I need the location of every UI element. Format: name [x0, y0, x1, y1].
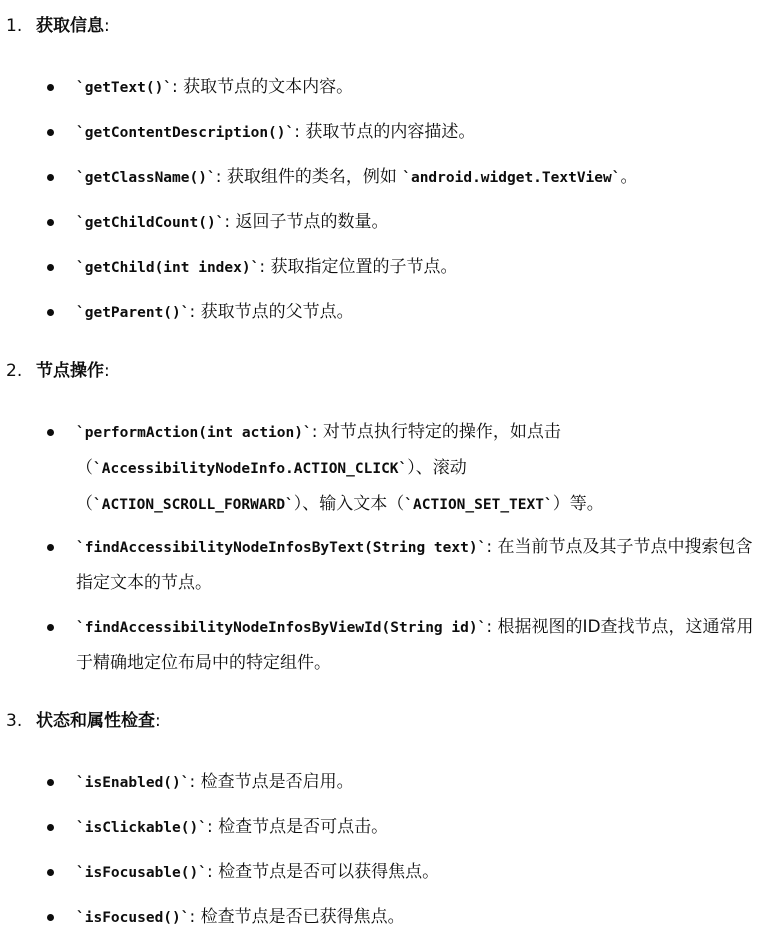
- code-method: `performAction(int action)`: [76, 425, 312, 441]
- code-method: `findAccessibilityNodeInfosByViewId(String id)`: [76, 620, 487, 636]
- list-item: [47, 115, 767, 150]
- bullet-dot: [47, 779, 54, 786]
- list-item: [47, 160, 767, 195]
- list-item: [47, 70, 767, 105]
- item-description-cont: ）、滚动: [407, 458, 467, 478]
- list-item: [47, 810, 767, 845]
- section-colon: :: [104, 16, 110, 36]
- bullet-dot: [47, 624, 54, 631]
- section-colon: :: [104, 361, 110, 381]
- bullet-dot: [47, 544, 54, 551]
- item-description: : 获取节点的父节点。: [189, 302, 354, 322]
- code-constant: `AccessibilityNodeInfo.ACTION_CLICK`: [93, 461, 408, 477]
- section-title: 节点操作: [36, 361, 104, 381]
- item-description: : 检查节点是否启用。: [189, 772, 354, 792]
- item-description: : 获取节点的内容描述。: [294, 122, 476, 142]
- list-item: [47, 295, 767, 330]
- bullet-dot: [47, 914, 54, 921]
- list-item: [47, 205, 767, 240]
- item-description: : 检查节点是否已获得焦点。: [189, 907, 405, 927]
- code-method: `getParent()`: [76, 305, 190, 321]
- item-description: : 根据视图的ID查找节点，这通常用于精确地定位布局中的特定组件。: [76, 617, 754, 673]
- code-method: `findAccessibilityNodeInfosByText(String text)`: [76, 540, 487, 556]
- code-class-name: `android.widget.TextView`: [402, 170, 621, 186]
- list-item: [47, 765, 767, 800]
- list-item: [47, 415, 767, 520]
- item-description: : 对节点执行特定的操作，如点击: [311, 422, 561, 442]
- section-title: 状态和属性检查: [36, 711, 155, 731]
- item-description: : 获取节点的文本内容。: [172, 77, 354, 97]
- bullet-dot: [47, 824, 54, 831]
- section-number: 1.: [6, 16, 23, 36]
- section-number: 3.: [6, 711, 23, 731]
- item-description: : 检查节点是否可以获得焦点。: [206, 862, 440, 882]
- section-number: 2.: [6, 361, 23, 381]
- code-method: `isClickable()`: [76, 820, 207, 836]
- code-method: `isFocusable()`: [76, 865, 207, 881]
- paren-open: （: [76, 458, 93, 478]
- bullet-dot: [47, 129, 54, 136]
- item-description: : 获取指定位置的子节点。: [259, 257, 458, 277]
- code-method: `getContentDescription()`: [76, 125, 295, 141]
- list-item: [47, 530, 767, 600]
- bullet-dot: [47, 84, 54, 91]
- item-description-end: ）等。: [552, 494, 604, 514]
- section-colon: :: [155, 711, 161, 731]
- list-item: [47, 610, 767, 680]
- item-description: : 返回子节点的数量。: [224, 212, 389, 232]
- code-method: `getChild(int index)`: [76, 260, 260, 276]
- section-heading-1: [6, 13, 110, 39]
- code-method: `isEnabled()`: [76, 775, 190, 791]
- item-description: : 获取组件的类名，例如: [215, 167, 403, 187]
- paren-open: （: [76, 494, 93, 514]
- bullet-dot: [47, 264, 54, 271]
- code-constant: `ACTION_SCROLL_FORWARD`: [93, 497, 294, 513]
- bullet-dot: [47, 869, 54, 876]
- bullet-dot: [47, 309, 54, 316]
- bullet-dot: [47, 219, 54, 226]
- item-description: : 在当前节点及其子节点中搜索包含指定文本的节点。: [76, 537, 753, 593]
- section-heading-3: [6, 708, 161, 734]
- list-item: [47, 900, 767, 935]
- code-method: `isFocused()`: [76, 910, 190, 926]
- code-method: `getClassName()`: [76, 170, 216, 186]
- item-description-cont: ）、输入文本（: [293, 494, 405, 514]
- code-method: `getText()`: [76, 80, 173, 96]
- bullet-dot: [47, 429, 54, 436]
- list-item: [47, 250, 767, 285]
- item-description-end: 。: [620, 167, 638, 187]
- code-constant: `ACTION_SET_TEXT`: [404, 497, 553, 513]
- section-title: 获取信息: [36, 16, 104, 36]
- list-item: [47, 855, 767, 890]
- code-method: `getChildCount()`: [76, 215, 225, 231]
- section-heading-2: [6, 358, 110, 384]
- bullet-dot: [47, 174, 54, 181]
- item-description: : 检查节点是否可点击。: [206, 817, 389, 837]
